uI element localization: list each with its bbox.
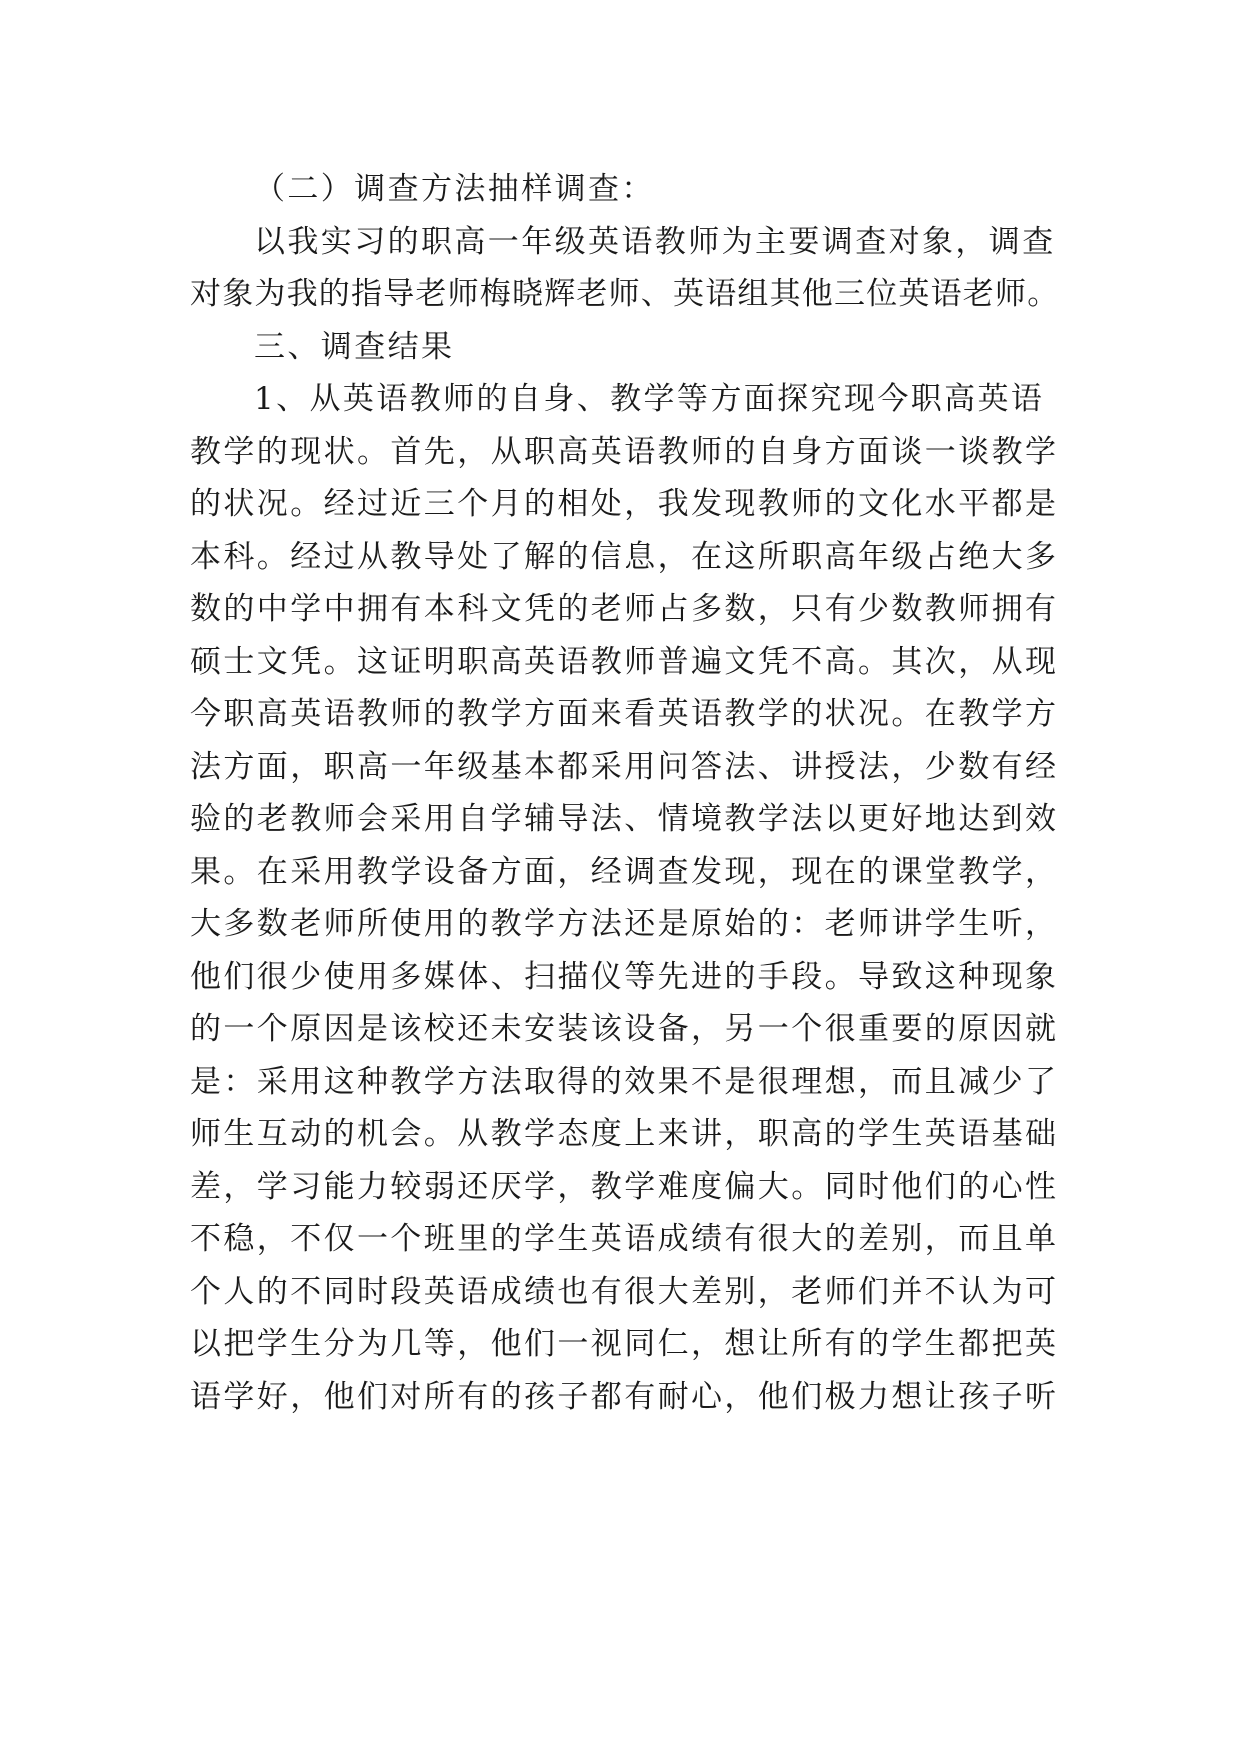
paragraph-line: 今职高英语教师的教学方面来看英语教学的状况。在教学方 [190, 696, 1059, 732]
paragraph-line: 的一个原因是该校还未安装该设备，另一个很重要的原因就 [190, 1011, 1059, 1047]
paragraph-line: 本科。经过从教导处了解的信息，在这所职高年级占绝大多 [190, 538, 1059, 575]
paragraph-line: 1、从英语教师的自身、教学等方面探究现今职高英语 [254, 381, 1045, 417]
paragraph-line: 法方面，职高一年级基本都采用问答法、讲授法，少数有经 [190, 748, 1059, 785]
paragraph-line: 不稳，不仅一个班里的学生英语成绩有很大的差别，而且单 [190, 1221, 1059, 1257]
paragraph-line: 的状况。经过近三个月的相处，我发现教师的文化水平都是 [190, 486, 1059, 522]
paragraph-line: 师生互动的机会。从教学态度上来讲，职高的学生英语基础 [190, 1116, 1059, 1152]
paragraph-line: 硕士文凭。这证明职高英语教师普遍文凭不高。其次，从现 [190, 643, 1059, 680]
paragraph-line: 对象为我的指导老师梅晓辉老师、英语组其他三位英语老师。 [190, 276, 1060, 312]
body-text [190, 163, 1070, 1423]
paragraph-line: 他们很少使用多媒体、扫描仪等先进的手段。导致这种现象 [190, 958, 1059, 995]
paragraph-line: 大多数老师所使用的教学方法还是原始的：老师讲学生听， [190, 906, 1059, 942]
section-heading-results: 三、调查结果 [254, 328, 455, 365]
paragraph-line: 差，学习能力较弱还厌学，教学难度偏大。同时他们的心性 [190, 1168, 1059, 1205]
paragraph-line: 个人的不同时段英语成绩也有很大差别，老师们并不认为可 [190, 1273, 1059, 1310]
paragraph-line: 以我实习的职高一年级英语教师为主要调查对象，调查 [254, 223, 1056, 260]
paragraph-line: 教学的现状。首先，从职高英语教师的自身方面谈一谈教学 [190, 433, 1059, 470]
paragraph-line: 验的老教师会采用自学辅导法、情境教学法以更好地达到效 [190, 801, 1059, 837]
paragraph-line: 以把学生分为几等，他们一视同仁，想让所有的学生都把英 [190, 1326, 1059, 1362]
section-heading-survey-method: （二）调查方法抽样调查： [254, 171, 655, 207]
paragraph-line: 语学好，他们对所有的孩子都有耐心，他们极力想让孩子听 [190, 1378, 1059, 1415]
paragraph-line: 果。在采用教学设备方面，经调查发现，现在的课堂教学， [190, 853, 1059, 890]
paragraph-line: 是：采用这种教学方法取得的效果不是很理想，而且减少了 [190, 1063, 1059, 1100]
paragraph-line: 数的中学中拥有本科文凭的老师占多数，只有少数教师拥有 [190, 591, 1059, 627]
